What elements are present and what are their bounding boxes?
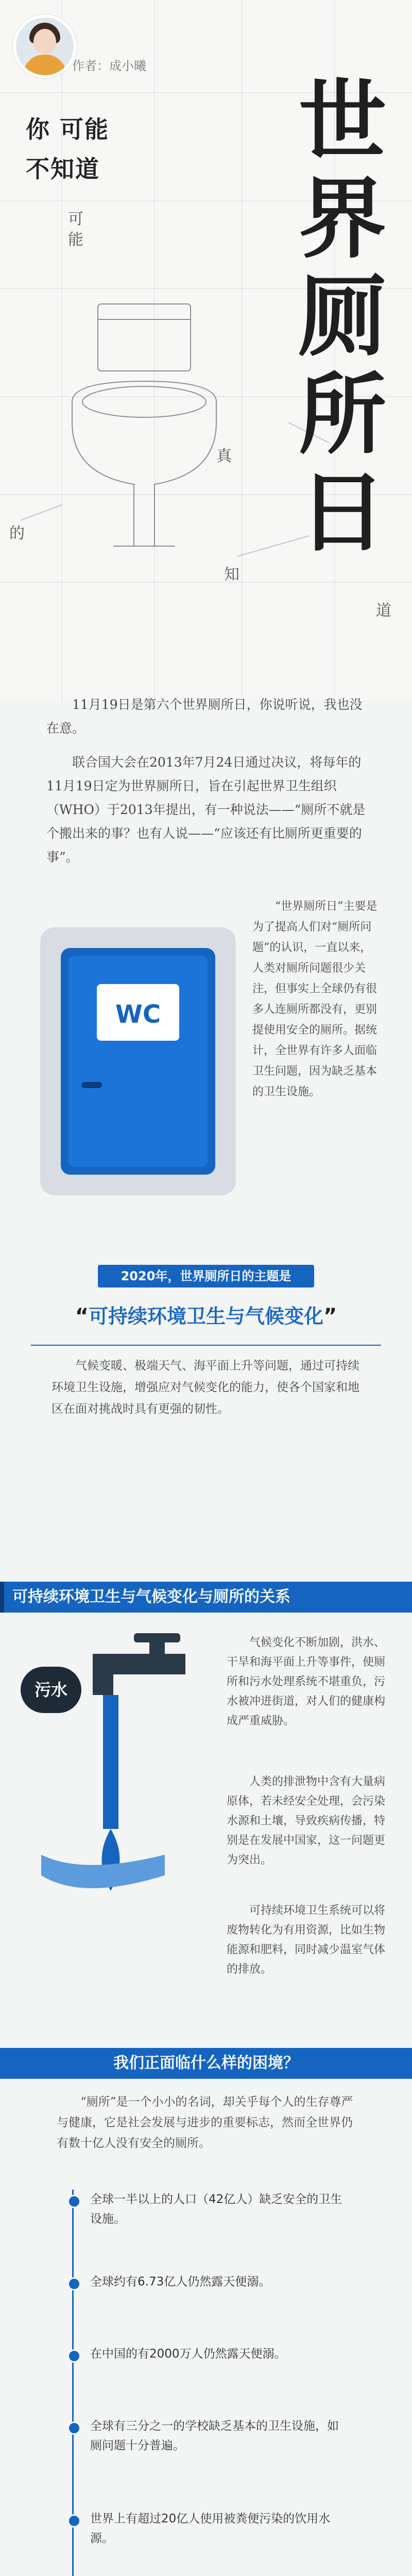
quote-close: ” [323,1304,337,1328]
climate-paragraph-3: 可持续环境卫生系统可以将废物转化为有用资源，比如生物能源和肥料，同时减少温室气体的排放。 [227,1904,386,1976]
hero-section [0,0,412,701]
quote-open: “ [75,1304,89,1328]
timeline-dot [67,2277,81,2291]
title-char-5: 日 [298,461,386,564]
intro-text [46,693,366,879]
section-header-problem-text: 我们正面临什么样的困境？ [113,2054,299,2072]
floating-char: 知 [224,566,239,584]
timeline-dot [67,2195,81,2208]
problem-item: 全球一半以上的人口（42亿人）缺乏安全的卫生设施。 [90,2193,342,2226]
title-char-1: 世 [298,70,386,173]
author-name: 作者：成小曦 [72,59,146,73]
title-char-3: 厕 [298,265,386,368]
floating-char: 能 [68,231,83,249]
problem-intro: “厕所”是一个小小的名词，却关乎每个人的生存尊严与健康，它是社会发展与进步的重要标志，然而全世界仍有数十亿人没有安全的厕所。 [57,2095,353,2150]
problem-item: 在中国的有2000万人仍然露天便溺。 [90,2347,286,2361]
intro-side-text [252,896,381,1103]
intro-paragraph-2: 联合国大会在2013年7月24日通过决议，将每年的11月19日定为世界厕所日，旨在引起世界卫生组织（WHO）于2013年提出，有一种说法——“厕所不就是个搬出来的事？也有人说——“应该还有比厕所更重要的事”。 [46,755,366,865]
title-char-2: 界 [298,167,386,270]
section-header-climate [0,1582,412,1613]
theme-title [26,1298,386,1334]
theme-paragraph: 气候变暖、极端天气、海平面上升等问题，通过可持续环境卫生设施，增强应对气候变化的能力，使各个国家和地区在面对挑战时具有更强的韧性。 [52,1359,359,1416]
timeline-dot [67,2349,81,2363]
theme-title-text: 可持续环境卫生与气候变化 [88,1305,323,1328]
theme-divider [31,1345,381,1346]
section-header-climate-text: 可持续环境卫生与气候变化与厕所的关系 [12,1588,290,1606]
problem-item: 全球有三分之一的学校缺乏基本的卫生设施，如厕问题十分普遍。 [90,2419,339,2452]
problem-item: 全球约有6.73亿人仍然露天便溺。 [90,2275,271,2289]
intro-side-paragraph: “世界厕所日”主要是为了提高人们对“厕所问题”的认识，一直以来，人类对厕所问题很少关注，但事实上全球仍有很多人连厕所都没有，更别提使用安全的厕所。据统计，全世界有许多人面临卫生问题，因为缺乏基本的卫生设施。 [252,900,377,1098]
section-header-problem [0,2048,412,2079]
toilet-illustration [52,289,268,598]
climate-paragraph-2: 人类的排泄物中含有大量病原体，若未经安全处理，会污染水源和土壤，导致疾病传播，特别是在发展中国家，这一问题更为突出。 [227,1775,386,1867]
floating-char: 道 [376,602,391,620]
hero-subtitle-line1: 你 可能 [26,115,110,143]
author-avatar [13,14,77,78]
intro-paragraph-1: 11月19日是第六个世界厕所日，你说听说，我也没在意。 [46,697,363,736]
sewage-tag: 污水 [21,1667,81,1713]
climate-paragraph-1: 气候变化不断加剧，洪水、干旱和海平面上升等事件，使厕所和污水处理系统不堪重负，污水被冲进街道，对人们的健康构成严重威胁。 [227,1636,386,1727]
floating-char: 真 [216,447,232,465]
timeline-dot [67,2421,81,2435]
svg-text:WC: WC [115,1000,161,1029]
floating-char: 的 [9,524,25,543]
problem-item: 世界上有超过20亿人使用被粪便污染的饮用水源。 [90,2512,331,2545]
theme-subtitle: 2020年，世界厕所日的主题是 [98,1265,314,1287]
title-char-4: 所 [298,363,386,466]
hero-subtitle-line2: 不知道 [26,155,100,183]
wc-door-illustration [40,917,241,1206]
floating-char: 可 [68,210,83,228]
timeline-dot [67,2514,81,2528]
hero-main-title [286,72,399,562]
